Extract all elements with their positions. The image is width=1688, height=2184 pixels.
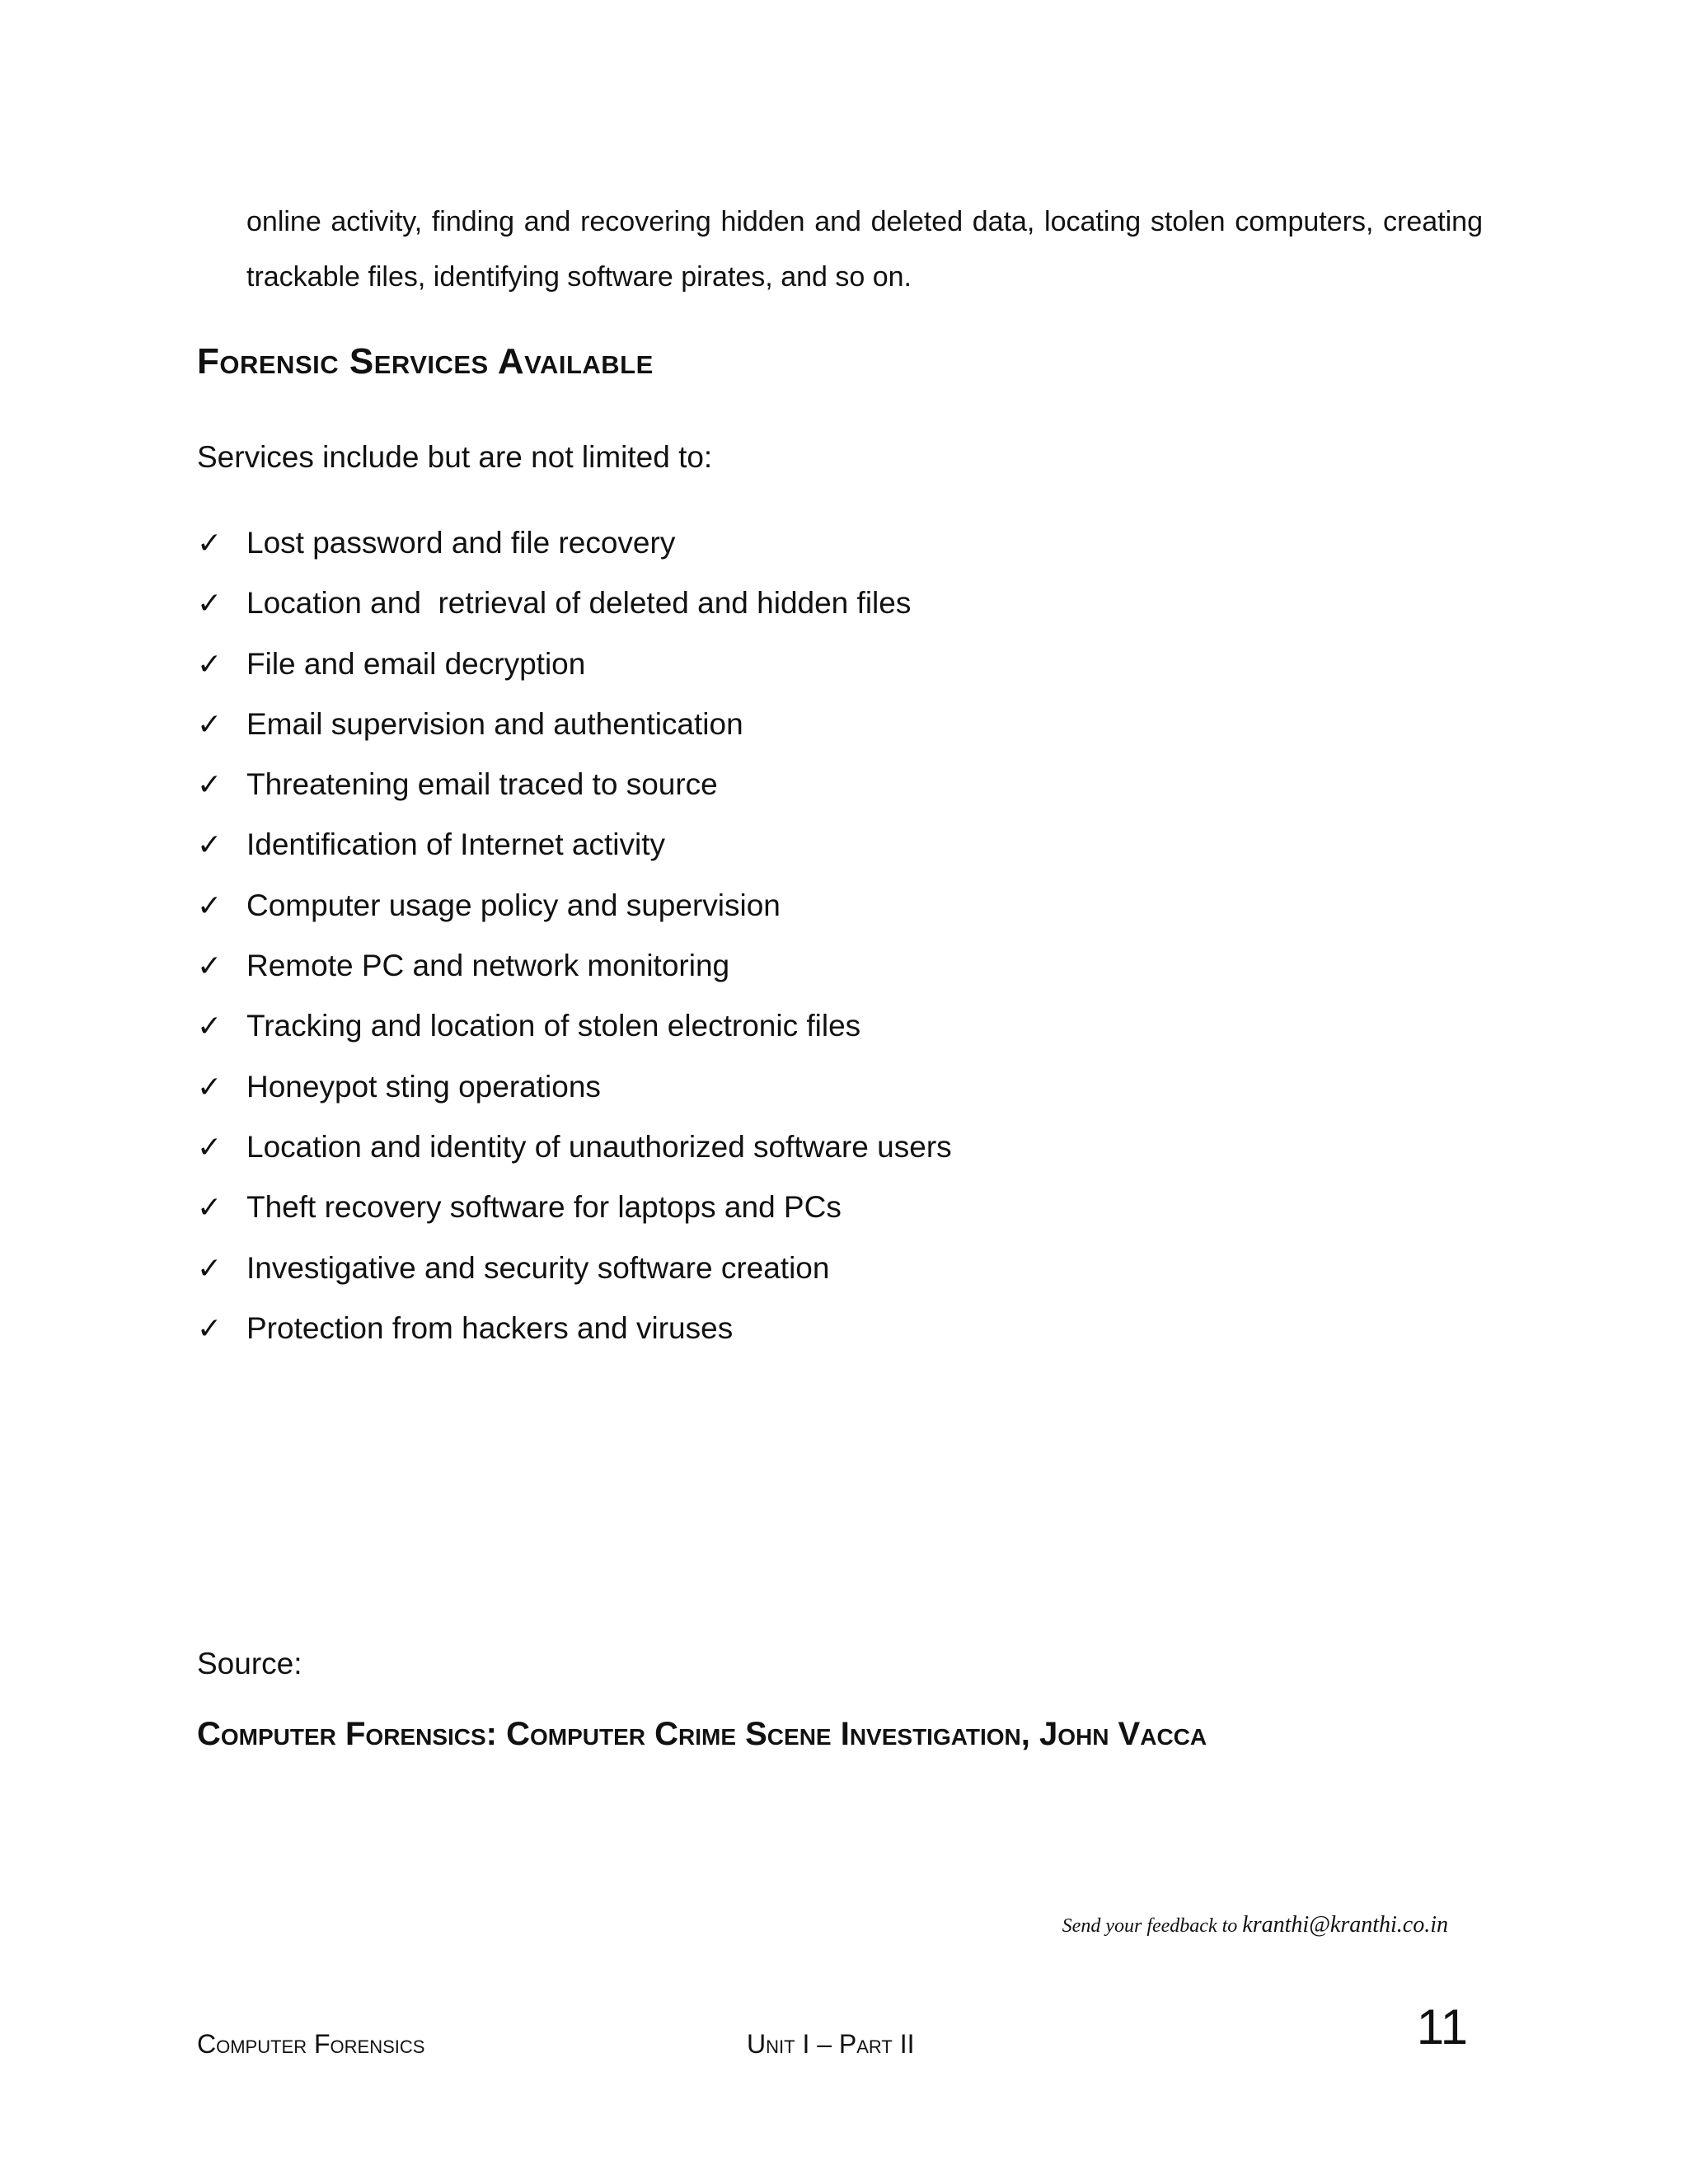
list-item-text: Location and retrieval of deleted and hidden files [246,586,912,621]
list-item-text: Identification of Internet activity [246,827,665,862]
list-item [197,1070,952,1130]
check-icon: ✓ [197,586,223,621]
list-item [197,707,952,767]
check-icon: ✓ [197,949,223,983]
list-item [197,888,952,949]
list-item-text: Lost password and file recovery [246,526,676,560]
check-icon: ✓ [197,646,223,681]
list-item [197,949,952,1009]
list-item [197,1130,952,1190]
source-label: Source: [197,1647,302,1680]
check-icon: ✓ [197,1009,223,1043]
check-icon: ✓ [197,767,223,802]
section-lead: Services include but are not limited to: [197,440,713,474]
list-item [197,1009,952,1069]
list-item [197,526,952,586]
list-item-text: File and email decryption [246,646,586,681]
check-icon: ✓ [197,1310,223,1345]
list-item-text: Tracking and location of stolen electronic files [246,1009,861,1043]
section-heading: Forensic Services Available [197,341,654,382]
check-icon: ✓ [197,1129,223,1164]
list-item [197,1251,952,1311]
feedback-prefix: Send your feedback to [1062,1915,1243,1937]
check-icon: ✓ [197,827,223,862]
list-item-text: Protection from hackers and viruses [246,1310,734,1345]
list-item-text: Theft recovery software for laptops and PCs [246,1190,842,1225]
list-item [197,647,952,707]
footer-course-title: Computer Forensics [197,2029,425,2059]
list-item-text: Threatening email traced to source [246,767,718,802]
list-item-text: Honeypot sting operations [246,1069,601,1104]
services-list [197,526,952,1371]
page-number: 11 [1416,1999,1468,2055]
list-item [197,767,952,827]
list-item-text: Computer usage policy and supervision [246,888,781,922]
intro-paragraph: online activity, finding and recovering hidden and deleted data, locating stolen computers, creating trackable files, identifying software pirates, and so on. [246,206,1483,293]
check-icon: ✓ [197,1190,223,1225]
source-title: Computer Forensics: Computer Crime Scene Investigation, John Vacca [197,1716,1207,1752]
check-icon: ✓ [197,1250,223,1285]
check-icon: ✓ [197,526,223,560]
footer-unit-label: Unit I – Part II [747,2029,915,2059]
check-icon: ✓ [197,706,223,741]
list-item-text: Email supervision and authentication [246,706,743,741]
list-item [197,1190,952,1250]
check-icon: ✓ [197,1069,223,1104]
check-icon: ✓ [197,888,223,922]
list-item-text: Remote PC and network monitoring [246,949,730,983]
list-item-text: Investigative and security software creation [246,1250,830,1285]
feedback-note [1062,1912,1448,1938]
list-item [197,586,952,646]
feedback-email-link[interactable]: kranthi@kranthi.co.in [1242,1912,1448,1938]
list-item [197,827,952,888]
list-item-text: Location and identity of unauthorized software users [246,1129,952,1164]
list-item [197,1311,952,1371]
